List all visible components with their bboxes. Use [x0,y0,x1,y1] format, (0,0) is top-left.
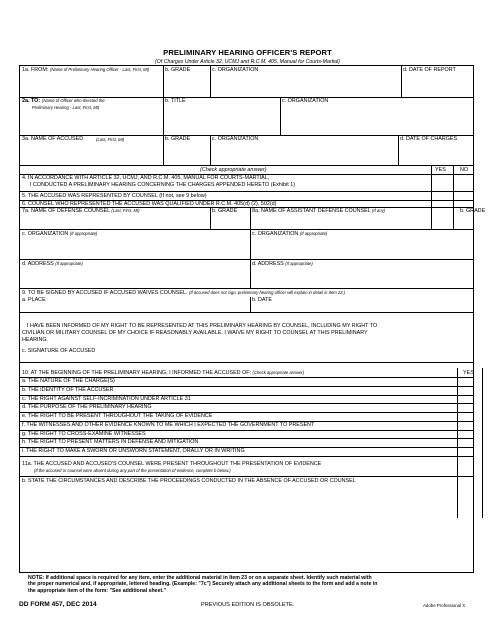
accused-date-field[interactable] [400,144,473,163]
from-label-note: (Name of Preliminary Hearing Officer - Last, First, MI) [50,67,150,72]
from-date-label: d. DATE OF REPORT [403,67,456,73]
from-grade-field[interactable] [165,74,208,95]
item9-date-field[interactable] [252,303,473,311]
to-title-field[interactable] [165,105,278,133]
item10-yes-box[interactable] [458,439,481,447]
defense-address-field[interactable] [22,268,248,287]
item10-yes-box[interactable] [458,386,481,394]
item5-yes-box[interactable] [432,192,452,199]
item9-date-label: b. DATE [252,297,272,303]
form-grid [19,65,486,573]
item10-row-label: e. THE RIGHT TO BE PRESENT THROUGHOUT THE TAKING OF EVIDENCE [22,413,213,419]
from-org-label: c. ORGANIZATION [212,67,259,73]
assistant-org-label: c. ORGANIZATION (If appropriate) [252,231,328,237]
additional-space-note [28,575,474,594]
item10-row-label: a. THE NATURE OF THE CHARGE(S) [22,378,115,384]
item11a-no-box[interactable] [483,457,495,476]
form-subtitle: (Of Charges Under Article 32, UCMJ and R.C.M. 405, Manual for Courts-Martial) [155,59,340,65]
item10-yes-box[interactable] [458,430,481,438]
form-number: DD FORM 457, DEC 2014 [19,601,97,608]
item4-no-box[interactable] [454,175,474,190]
item10-yes-header: YES [463,370,474,376]
item4-line2: I CONDUCTED A PRELIMINARY HEARING CONCERNING THE CHARGES APPENDED HERETO (Exhibit 1) [30,182,295,188]
assistant-grade-field[interactable] [456,215,473,227]
to-org-label: c. ORGANIZATION [282,98,329,104]
item10-no-box[interactable] [483,430,495,438]
item10-row-label: c. THE RIGHT AGAINST SELF-INCRIMINATION UNDER ARTICLE 31 [22,395,191,402]
item5-text: 5. THE ACCUSED WAS REPRESENTED BY COUNSEL (If not, see 9 below) [22,192,207,199]
from-label: 1a. FROM: [22,67,49,73]
assistant-grade-label: b. GRADE [460,207,486,214]
item10-row-label: b. THE IDENTITY OF THE ACCUSER [22,386,114,393]
defense-address-label: d. ADDRESS (If appropriate) [22,261,83,267]
item10-label: 10. AT THE BEGINNING OF THE PRELIMINARY HEARING, I INFORMED THE ACCUSED OF: (Check appropriate answer) [22,370,305,376]
item10-row-label: i. THE RIGHT TO MAKE A SWORN OR UNSWORN STATEMENT, ORALLY OR IN WRITING [22,448,245,454]
item10-yes-box[interactable] [458,378,481,386]
accused-date-label: d. DATE OF CHARGES [400,136,458,142]
assistant-org-field[interactable] [252,238,473,258]
defense-grade-field[interactable] [212,215,248,227]
item11b-textarea[interactable] [22,486,473,572]
item10-no-box[interactable] [483,386,495,394]
accused-org-label: c. ORGANIZATION [212,136,259,142]
item10-no-box[interactable] [483,448,495,456]
accused-signature-label: c. SIGNATURE OF ACCUSED [22,348,96,354]
item10-no-box[interactable] [483,421,495,429]
accused-org-field[interactable] [212,144,396,163]
to-name-field[interactable] [22,112,160,133]
assistant-address-label: d. ADDRESS (If appropriate) [252,261,313,267]
item10-row-label: h. THE RIGHT TO PRESENT MATTERS IN DEFENSE AND MITIGATION [22,439,199,446]
from-date-field[interactable] [403,74,473,95]
to-label-note-2: Preliminary Hearing - Last, First, MI) [32,105,100,110]
no-header: NO [460,166,469,173]
waiver-text-2: CIVILIAN OR MILITARY COUNSEL OF MY CHOICE IF REASONABLY AVAILABLE. I WAIVE MY RIGHT TO COUNSEL AT THIS PRELIMINARY [22,330,368,336]
defense-grade-label: b. GRADE [212,207,238,214]
item5-no-box[interactable] [454,192,474,199]
item4-yes-box[interactable] [432,175,452,190]
item10-no-box[interactable] [483,413,495,421]
defense-name-label: 7a. NAME OF DEFENSE COUNSEL (Last, First, MI) [22,207,140,214]
item10-row-label: f. THE WITNESSES AND OTHER EVIDENCE KNOWN TO ME WHICH I EXPECTED THE GOVERNMENT TO PRESENT [22,421,315,428]
assistant-name-field[interactable] [252,215,428,227]
waiver-text-1: I HAVE BEEN INFORMED OF MY RIGHT TO BE REPRESENTED AT THIS PRELIMINARY HEARING BY COUNSEL, INCLUDING MY RIGHT TO [27,323,378,329]
item10-row-label: d. THE PURPOSE OF THE PRELIMINARY HEARING [22,404,152,411]
item11a-label: 11a. THE ACCUSED AND ACCUSED'S COUNSEL WERE PRESENT THROUGHOUT THE PRESENTATION OF EVIDENCE [22,461,322,467]
item10-no-box[interactable] [483,395,495,403]
assistant-name-label: 8a. NAME OF ASSISTANT DEFENSE COUNSEL (If any) [252,207,386,214]
accused-signature-field[interactable] [22,354,473,361]
defense-name-field[interactable] [22,215,208,227]
previous-edition-notice: PREVIOUS EDITION IS OBSOLETE. [201,602,295,608]
to-org-field[interactable] [282,105,472,133]
item9-label: 9. TO BE SIGNED BY ACCUSED IF ACCUSED WAIVES COUNSEL. (If accused does not sign, preliminary hearing officer will explain in detail in Item 23.) [22,290,346,296]
item11b-label: b. STATE THE CIRCUMSTANCES AND DESCRIBE THE PROCEEDINGS CONDUCTED IN THE ABSENCE OF ACCUSED OR COUNSEL [22,478,356,484]
from-name-field[interactable] [22,80,160,95]
form-title: PRELIMINARY HEARING OFFICER'S REPORT [163,48,332,57]
defense-org-label: c. ORGANIZATION (If appropriate) [22,231,98,237]
from-org-field[interactable] [212,74,399,95]
defense-org-field[interactable] [22,238,248,258]
note-line-2: the proper numerical and, if appropriate, lettered heading. (Example: "7c") Securely attach any additional sheets to the form and add a note in [28,581,378,588]
item10-yes-box[interactable] [458,413,481,421]
note-line-3: the appropriate item of the form: "See additional sheet." [28,587,167,594]
accused-grade-label: b. GRADE [165,136,191,142]
item9-place-label: a. PLACE [22,297,46,303]
item9-place-field[interactable] [22,303,248,311]
item10-no-box[interactable] [483,439,495,447]
item10-row-divider [20,456,473,457]
item6-text: 6. COUNSEL WHO REPRESENTED THE ACCUSED WAS QUALIFIED UNDER R.C.M. 405(d) (2), 502(d) [22,201,277,207]
from-grade-label: b. GRADE [165,67,191,73]
item4-line1: 4. IN ACCORDANCE WITH ARTICLE 32, UCMJ, AND R.C.M. 405, MANUAL FOR COURTS-MARTIAL, [22,175,270,181]
accused-grade-field[interactable] [165,144,208,163]
assistant-address-field[interactable] [252,268,473,287]
accused-label-note: (Last, First, MI) [96,136,125,142]
item10-no-box[interactable] [483,404,495,412]
item11a-yes-box[interactable] [458,457,481,476]
check-answer-label: (Check appropriate answer) [200,166,267,173]
yes-header: YES [435,166,446,173]
waiver-text-3: HEARING. [22,337,49,343]
item10-row-label: g. THE RIGHT TO CROSS-EXAMINE WITNESSES [22,430,146,437]
to-label: 2a. TO: [22,98,41,104]
to-title-label: b. TITLE [165,98,186,104]
item10-yes-box[interactable] [458,395,481,403]
to-label-note-1: (Name of Officer who directed the [42,98,105,103]
software-label: Adobe Professional X [423,603,466,608]
item6-yes-box[interactable] [432,201,452,207]
accused-label: 3a. NAME OF ACCUSED [22,136,84,142]
accused-name-field[interactable] [22,144,160,163]
item10-no-box[interactable] [483,378,495,386]
note-line-1: NOTE: If additional space is required for any item, enter the additional material in Item 23 or on a separate sheet. Identify such material with [28,575,372,581]
item10-yes-box[interactable] [458,404,481,412]
item10-yes-box[interactable] [458,421,481,429]
item10-yes-box[interactable] [458,448,481,456]
item6-no-box[interactable] [454,201,474,207]
item11a-note: (If the accused or counsel were absent during any part of the presentation of evidence, complete b below.) [34,468,231,473]
